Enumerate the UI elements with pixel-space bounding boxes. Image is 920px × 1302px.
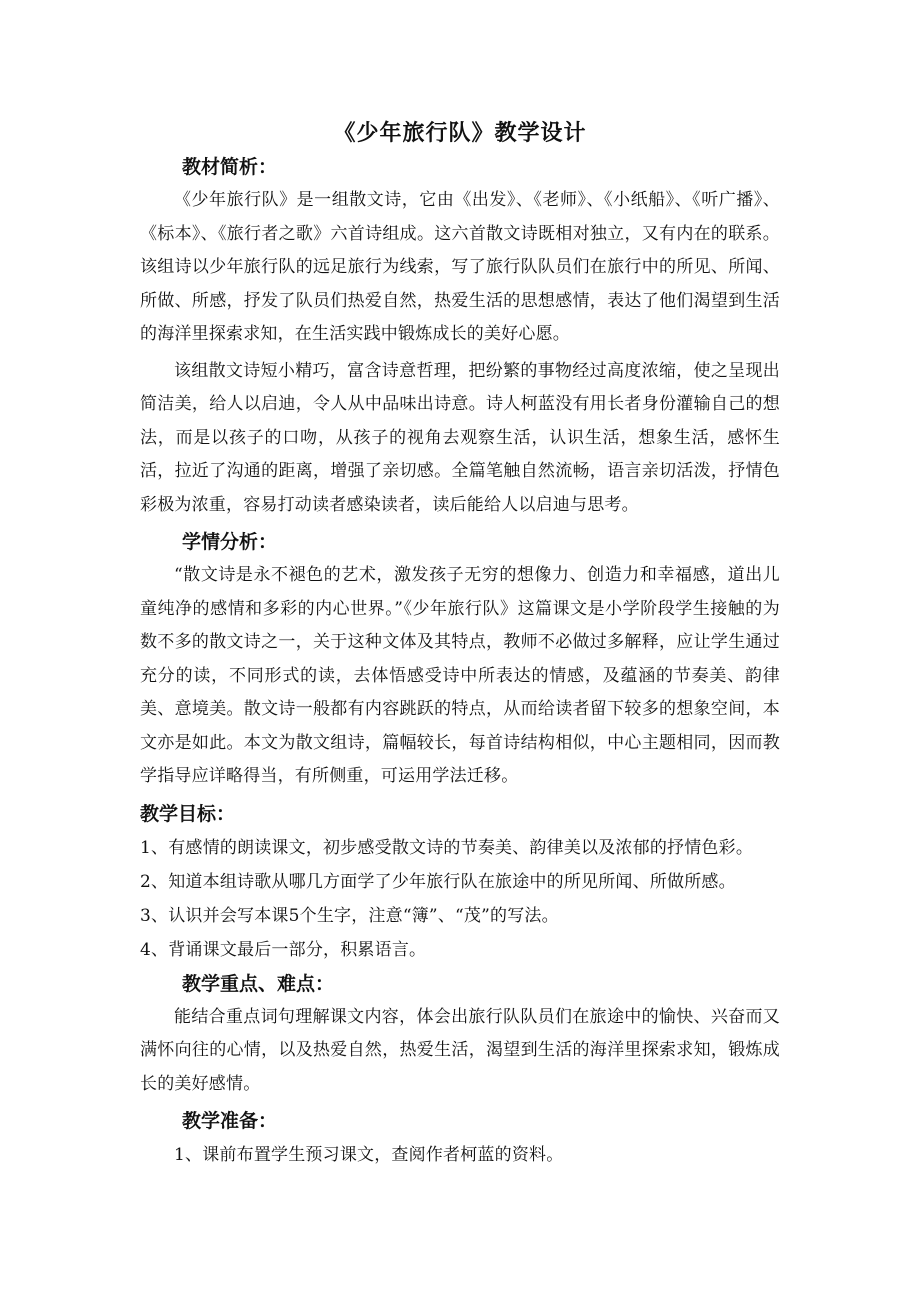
goal-item-2: 2、知道本组诗歌从哪几方面学了少年旅行队在旅途中的所见所闻、所做所感。 — [140, 871, 736, 892]
goal-item-3: 3、认识并会写本课5个生字，注意“簿”、“茂”的写法。 — [140, 905, 559, 926]
preparation-item-1: 1、课前布置学生预习课文，查阅作者柯蓝的资料。 — [174, 1145, 564, 1165]
paragraph-material-2: 该组散文诗短小精巧，富含诗意哲理，把纷繁的事物经过高度浓缩，使之呈现出简洁美，给人以启迪，令人从中品味出诗意。诗人柯蓝没有用长者身份灌输自己的想法，而是以孩子的口吻，从孩子的视角去观察生活，认识生活，想象生活，感怀生活，拉近了沟通的距离，增强了亲切感。全篇笔触自然流畅，语言亲切活泼，抒情色彩极为浓重，容易打动读者感染读者，读后能给人以启迪与思考。 — [140, 360, 780, 515]
document-title: 《少年旅行队》教学设计 — [333, 121, 587, 146]
paragraph-material-1: 《少年旅行队》是一组散文诗，它由《出发》、《老师》、《小纸船》、《听广播》、《标本》、《旅行者之歌》六首诗组成。这六首散文诗既相对独立，又有内在的联系。该组诗以少年旅行队的远足旅行为线索，写了旅行队队员们在旅行中的所见、所闻、所做、所感，抒发了队员们热爱自然，热爱生活的思想感情，表达了他们渴望到生活的海洋里探索求知，在生活实践中锻炼成长的美好心愿。 — [140, 190, 780, 344]
heading-preparation: 教学准备： — [182, 1110, 278, 1132]
paragraph-students-1: “散文诗是永不褪色的艺术，激发孩子无穷的想像力、创造力和幸福感，道出儿童纯净的感情和多彩的内心世界。”《少年旅行队》这篇课文是小学阶段学生接触的为数不多的散文诗之一，关于这种文体及其特点，教师不必做过多解释，应让学生通过充分的读，不同形式的读，去体悟感受诗中所表达的情感，及蕴涵的节奏美、韵律美、意境美。散文诗一般都有内容跳跃的特点，从而给读者留下较多的想象空间，本文亦是如此。本文为散文组诗，篇幅较长，每首诗结构相似，中心主题相同，因而教学指导应详略得当，有所侧重，可运用学法迁移。 — [140, 565, 780, 786]
goal-item-1: 1、有感情的朗读课文，初步感受散文诗的节奏美、韵律美以及浓郁的抒情色彩。 — [140, 837, 754, 858]
heading-material-analysis: 教材简析： — [182, 156, 278, 178]
heading-student-analysis: 学情分析： — [182, 531, 278, 553]
paragraph-keypoints-1: 能结合重点词句理解课文内容，体会出旅行队队员们在旅途中的愉快、兴奋而又满怀向往的心情，以及热爱自然，热爱生活，渴望到生活的海洋里探索求知，锻炼成长的美好感情。 — [140, 1006, 780, 1094]
heading-key-points: 教学重点、难点： — [182, 972, 335, 995]
heading-teaching-goals: 教学目标： — [140, 802, 236, 825]
document-body — [140, 150, 780, 1172]
goal-item-4: 4、背诵课文最后一部分，积累语言。 — [140, 939, 427, 960]
